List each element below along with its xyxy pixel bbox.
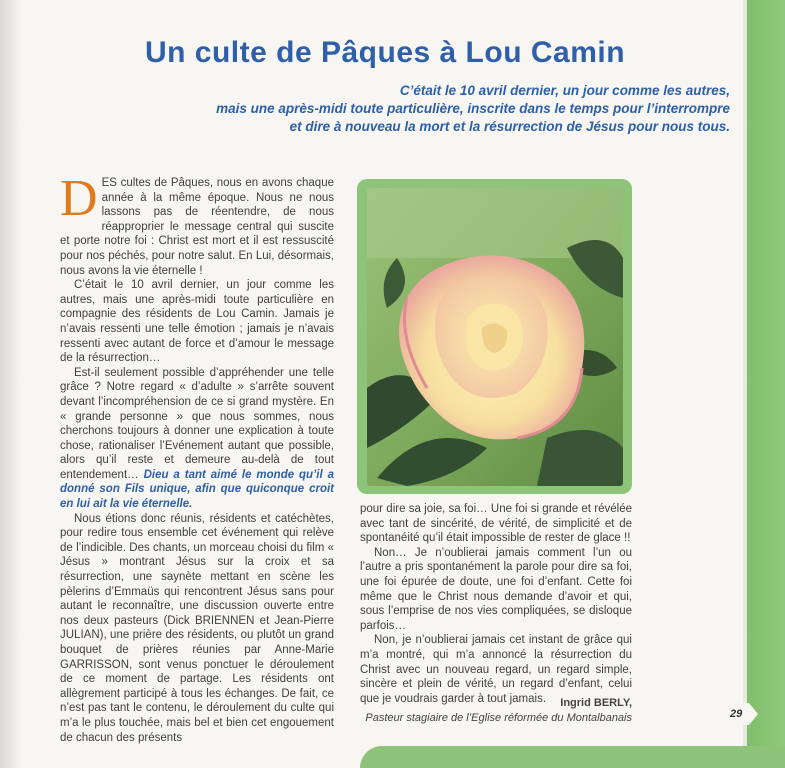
- paragraph-text: ES cultes de Pâques, nous en avons chaque année à la même époque. Nous ne nous lassons pas de réentendre, de nous réapproprier le message central qui suscite et porte notre foi : Christ est mort et il est ressuscité pour nos péchés, pour notre salut. En Lui, désormais, nous avons la vie éternelle !: [60, 177, 334, 277]
- green-side-band: [747, 0, 785, 768]
- green-bottom-band: [360, 746, 785, 768]
- scripture-quote: Dieu a tant aimé le monde qu’il a donné son Fils unique, afin que quiconque croit en lui ait la vie éternelle.: [60, 468, 334, 511]
- photo-frame: [357, 179, 632, 494]
- paragraph: Non, je n’oublierai jamais cet instant de grâce qui m’a montré, qui m’a annoncé la résurrection du Christ avec un nouveau regard, un regard simple, sincère et plein de vérité, un regard d’enfant, celui que je voudrais garder à tout jamais.: [360, 634, 632, 705]
- paragraph: C’était le 10 avril dernier, un jour comme les autres, mais une après-midi toute particulière en compagnie des résidents de Lou Camin. Jamais je n’avais ressenti une telle émotion ; jamais je n’avais ressenti avec autant de force et d’amour le message de la résurrection…: [60, 279, 334, 365]
- article-intro: [90, 82, 730, 136]
- right-column: [360, 502, 632, 706]
- paragraph: pour dire sa joie, sa foi… Une foi si grande et révélée avec tant de sincérité, de vérité, de simplicité et de spontanéité qu’il était impossible de rester de glace !!: [360, 503, 632, 545]
- paragraph: [60, 366, 334, 512]
- paragraph-text: Est-il seulement possible d’appréhender une telle grâce ? Notre regard « d’adulte » s’arrête souvent devant l’incompréhension de ce si grand mystère. En « grande personne » que nous sommes, nous cherchons toujours à donner une explication à toute chose, rationaliser l’Evénement autant que possible, alors qu’il reste et demeure au-delà de tout entendement…: [60, 366, 334, 481]
- intro-line: C’était le 10 avril dernier, un jour comme les autres,: [399, 83, 730, 98]
- paragraph: Nous étions donc réunis, résidents et catéchètes, pour redire tous ensemble cet événement qui relève de l’indicible. Des chants, un morceau choisi du film « Jésus » montrant Jésus sur la croix et sa résurrection, une saynète mettant en scène les pèlerins d’Emmaüs qui rencontrent Jésus sans pour autant le reconnaître, une discussion ouverte entre nos deux pasteurs (Dick BRIENNEN et Jean-Pierre JULIAN), une prière des résidents, ou plutôt un grand bouquet de prières réunies par Anne-Marie GARRISSON, sont venus ponctuer le déroulement de ce moment de partage. Les résidents ont allègrement participé à tous les échanges. De fait, ce n’est pas tant le contenu, le déroulement du culte qui m’a le plus touchée, mais bel et bien cet engouement de chacun des présents: [60, 512, 334, 744]
- article-title: Un culte de Pâques à Lou Camin: [144, 36, 626, 69]
- page-binding-shadow: [0, 0, 22, 768]
- author-name: Ingrid BERLY,: [560, 697, 632, 709]
- intro-line: et dire à nouveau la mort et la résurrection de Jésus pour nous tous.: [289, 119, 730, 134]
- paragraph: [60, 170, 334, 278]
- paragraph: Non… Je n’oublierai jamais comment l’un ou l’autre a pris spontanément la parole pour dire sa foi, une foi épurée de doute, une foi d’enfant. Cette foi même que le Christ nous demande d’avoir et qui, sous l’emprise de nos vies compliquées, se disloque parfois…: [360, 546, 632, 632]
- intro-line: mais une après-midi toute particulière, inscrite dans le temps pour l’interrompre: [216, 101, 730, 116]
- rose-photo: [367, 188, 623, 486]
- left-column: [60, 170, 334, 745]
- drop-cap: D: [60, 170, 98, 227]
- signature: [360, 696, 632, 726]
- author-role: Pasteur stagiaire de l’Eglise réformée du Montalbanais: [365, 712, 632, 724]
- page-number: 29: [730, 708, 743, 720]
- rose-image: [367, 188, 623, 486]
